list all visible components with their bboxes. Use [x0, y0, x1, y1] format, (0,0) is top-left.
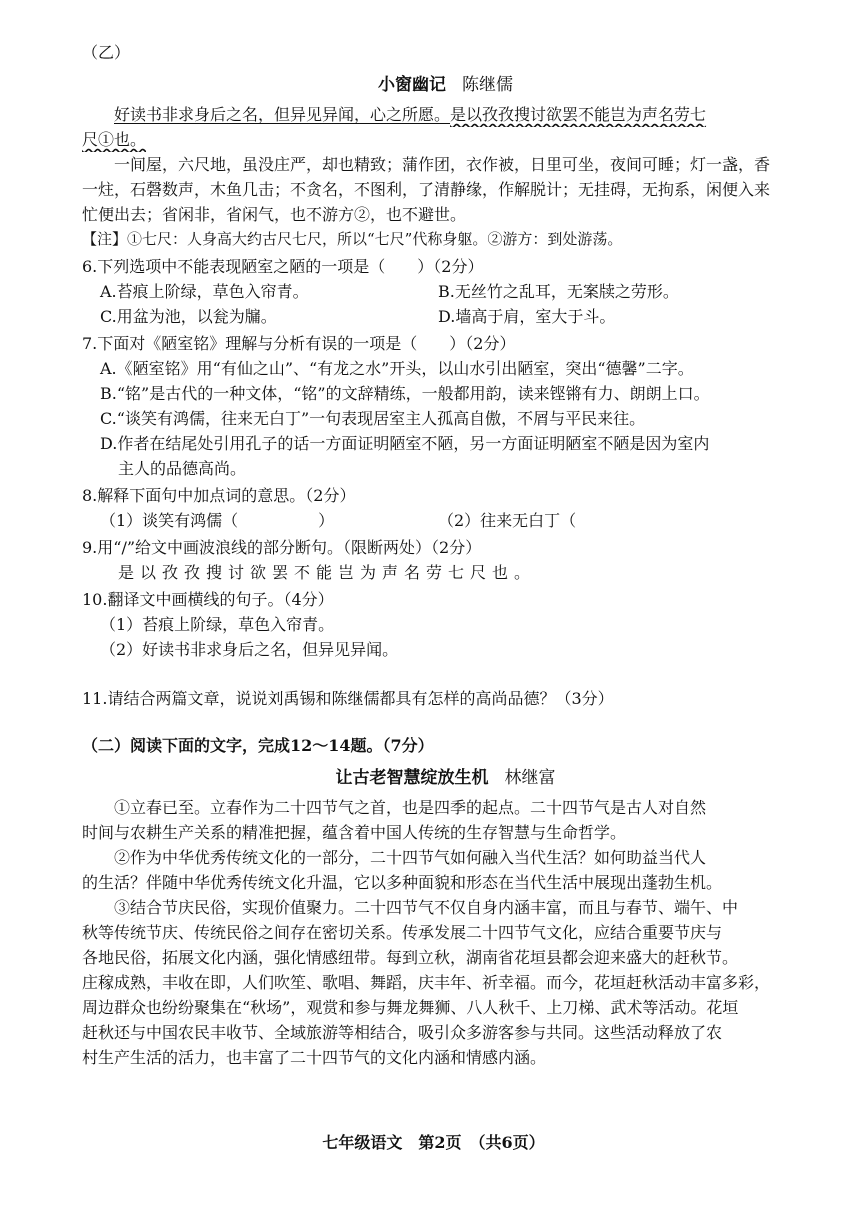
question-10: 10.翻译文中画横线的句子。（4分）: [82, 590, 334, 609]
option-a: A.苔痕上阶绿，草色入帘青。: [100, 282, 309, 301]
question-10-item-1: （1）苔痕上阶绿，草色入帘青。: [100, 615, 335, 634]
article-title: [82, 766, 809, 791]
article-title-text: 让古老智慧绽放生机: [335, 768, 489, 788]
page-footer: 七年级语文 第2页 （共6页）: [322, 1133, 545, 1152]
question-6: 6.下列选项中不能表现陋室之陋的一项是（ ）（2分）: [82, 257, 484, 276]
article-para-3-line-1: ③结合节庆民俗，实现价值聚力。二十四节气不仅自身内涵丰富，而且与春节、端午、中: [114, 898, 739, 917]
passage-author: 陈继儒: [462, 75, 513, 95]
question-10-item-2: （2）好读书非求身后之名，但异见异闻。: [100, 640, 399, 659]
article-author: 林继富: [504, 768, 556, 788]
option-d: D.墙高于肩，室大于斗。: [438, 307, 616, 326]
option-b: B.无丝竹之乱耳，无案牍之劳形。: [438, 282, 679, 301]
passage-para-2-line-3: 忙便出去；省闲非，省闲气，也不游方②，也不避世。: [82, 205, 467, 224]
question-8: 8.解释下面句中加点词的意思。（2分）: [82, 486, 356, 505]
option-c: C.用盆为池，以瓮为牖。: [100, 307, 277, 326]
question-7-option-a: A.《陋室铭》用“有仙之山”、“有龙之水”开头，以山水引出陋室，突出“德馨”二字。: [100, 359, 694, 378]
question-6-options-row-1: [82, 279, 809, 304]
passage-title: [82, 73, 809, 98]
article-para-3-line-6: 赶秋还与中国农民丰收节、全域旅游等相结合，吸引众多游客参与共同。这些活动释放了农: [82, 1023, 723, 1042]
question-7-option-d-cont: 主人的品德高尚。: [118, 459, 247, 478]
article-para-2-line-1: ②作为中华优秀传统文化的一部分，二十四节气如何融入当代生活？如何助益当代人: [114, 848, 707, 867]
article-para-3-line-7: 村生产生活的活力，也丰富了二十四节气的文化内涵和情感内涵。: [82, 1048, 547, 1067]
question-7-option-b: B.“铭”是古代的一种文体，“铭”的文辞精练，一般都用韵，读来铿锵有力、朗朗上口。: [100, 384, 710, 403]
question-8-item-1: （1）谈笑有鸿儒（ ）: [100, 511, 335, 530]
wavy-underlined-end: 尺①也。: [82, 130, 147, 149]
question-7-option-c: C.“谈笑有鸿儒，往来无白丁”一句表现居室主人孤高自傲，不屑与平民来往。: [100, 409, 646, 428]
answer-space: [82, 662, 809, 684]
underlined-sentence: 好读书非求身后之名，但异见异闻，心之所愿。: [114, 105, 451, 124]
question-11: 11.请结合两篇文章，说说刘禹锡和陈继儒都具有怎样的高尚品德？（3分）: [82, 689, 614, 708]
article-para-3-line-3: 各地民俗，拓展文化内涵，强化情感纽带。每到立秋，湖南省花垣县都会迎来盛大的赶秋节。: [82, 948, 739, 967]
passage-para-1-line-2: [82, 127, 809, 152]
passage-para-2-line-2: 一炷，石磬数声，木鱼几击；不贪名，不图利，了清静缘，作解脱计；无挂碍，无拘系，闲便入来: [82, 180, 771, 199]
annotation-note: 【注】①七尺：人身高大约古尺七尺，所以“七尺”代称身躯。②游方：到处游荡。: [82, 230, 623, 248]
question-7: 7.下面对《陋室铭》理解与分析有误的一项是（ ）（2分）: [82, 334, 516, 353]
section-label: （乙）: [82, 43, 131, 62]
article-para-3-line-5: 周边群众也纷纷聚集在“秋场”，观赏和参与舞龙舞狮、八人秋千、上刀梯、武术等活动。花垣: [82, 998, 739, 1017]
article-para-3-line-2: 秋等传统节庆、传统民俗之间存在密切关系。传承发展二十四节气文化，应结合重要节庆与: [82, 923, 723, 942]
passage-para-1-line-1: [82, 102, 809, 127]
article-para-2-line-2: 的生活？伴随中华优秀传统文化升温，它以多种面貌和形态在当代生活中展现出蓬勃生机。: [82, 873, 723, 892]
answer-space: [82, 711, 809, 733]
article-para-1-line-1: ①立春已至。立春作为二十四节气之首，也是四季的起点。二十四节气是古人对自然: [114, 798, 707, 817]
question-8-item-2: （2）往来无白丁（: [438, 511, 577, 530]
question-9: 9.用“/”给文中画波浪线的部分断句。（限断两处）（2分）: [82, 538, 482, 557]
passage-title-text: 小窗幽记: [378, 75, 446, 95]
article-para-1-line-2: 时间与农耕生产关系的精准把握，蕴含着中国人传统的生存智慧与生命哲学。: [82, 823, 627, 842]
section-2-heading: （二）阅读下面的文字，完成12～14题。（7分）: [82, 736, 434, 755]
question-6-options-row-2: [82, 304, 809, 329]
article-para-3-line-4: 庄稼成熟，丰收在即，人们吹笙、歌唱、舞蹈，庆丰年、祈幸福。而今，花垣赶秋活动丰富多彩，: [82, 973, 771, 992]
passage-para-2-line-1: 一间屋，六尺地，虽没庄严，却也精致；蒲作团，衣作被，日里可坐，夜间可睡；灯一盏，香: [114, 155, 771, 174]
wavy-underlined-sentence: 是以孜孜搜讨欲罢不能岂为声名劳七: [450, 105, 707, 124]
question-7-option-d: D.作者在结尾处引用孔子的话一方面证明陋室不陋，另一方面证明陋室不陋是因为室内: [100, 434, 710, 453]
question-9-sentence: 是以孜孜搜讨欲罢不能岂为声名劳七尺也。: [118, 563, 537, 582]
question-8-items: [82, 508, 809, 533]
